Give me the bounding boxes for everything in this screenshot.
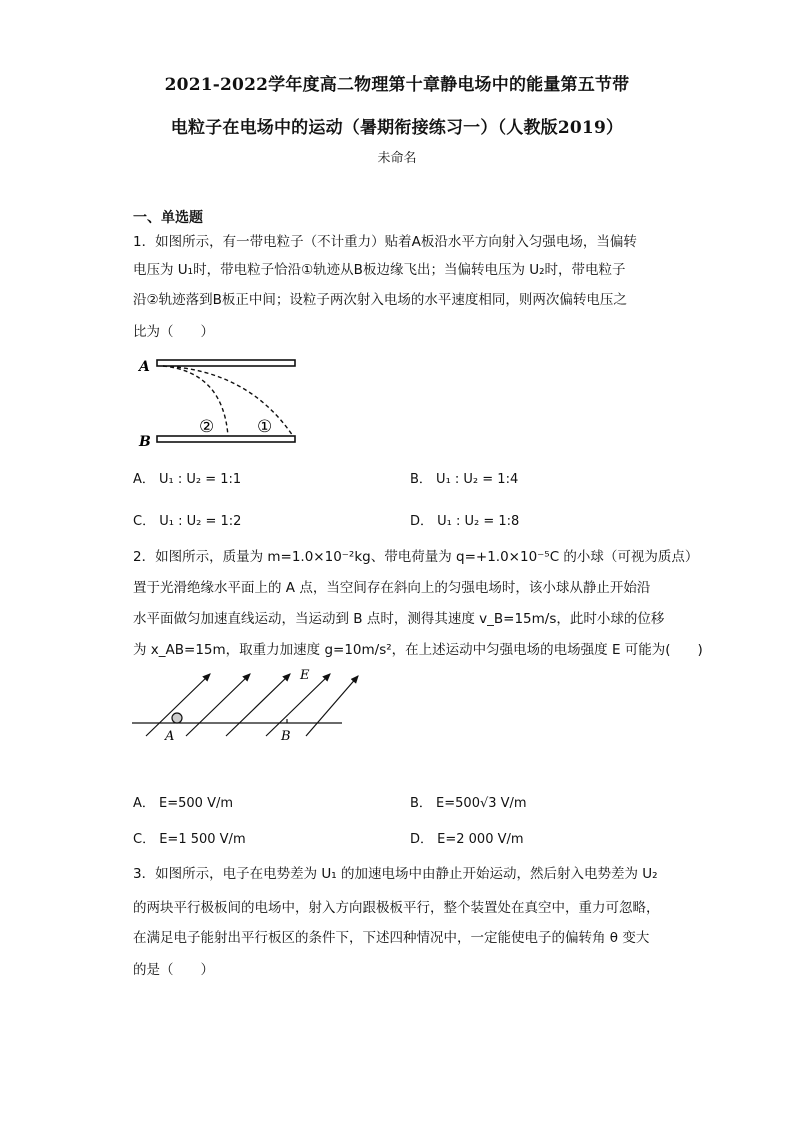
field-line-1 — [146, 674, 210, 736]
q2-line-4: 为 x_AB=15m，取重力加速度 g=10m/s²，在上述运动中匀强电场的电场强度 E 可能为( ) — [133, 642, 703, 658]
label-b: B — [281, 729, 291, 744]
q1-option-a[interactable]: A． U₁ : U₂ = 1:1 — [133, 472, 242, 487]
q2-option-d[interactable]: D． E=2 000 V/m — [410, 832, 524, 847]
q2-line-1: 2．如图所示，质量为 m=1.0×10⁻²kg、带电荷量为 q=+1.0×10⁻⁵C 的小球（可视为质点） — [133, 549, 699, 565]
q3-line-3: 在满足电子能射出平行板区的条件下，下述四种情况中，一定能使电子的偏转角 θ 变大 — [133, 930, 650, 946]
field-line-4 — [266, 674, 330, 736]
label-a: A — [139, 359, 150, 375]
section-heading: 一、单选题 — [133, 210, 203, 226]
document-title-line-1: 2021-2022学年度高二物理第十章静电场中的能量第五节带 — [164, 75, 630, 95]
document-title-line-2: 电粒子在电场中的运动（暑期衔接练习一）（人教版2019） — [170, 118, 624, 138]
q1-line-4: 比为（ ） — [133, 324, 214, 340]
document-subtitle: 未命名 — [377, 151, 417, 166]
label-path-1: ① — [257, 417, 273, 437]
field-line-5 — [306, 676, 358, 736]
q2-option-a[interactable]: A． E=500 V/m — [133, 796, 234, 811]
q2-figure — [130, 664, 360, 744]
label-a: A — [165, 729, 175, 744]
field-line-3 — [226, 674, 290, 736]
q2-option-b[interactable]: B． E=500√3 V/m — [410, 796, 527, 811]
q1-line-3: 沿②轨迹落到B板正中间；设粒子两次射入电场的水平速度相同，则两次偏转电压之 — [133, 292, 627, 308]
plate-a — [157, 360, 295, 366]
q1-option-c[interactable]: C． U₁ : U₂ = 1:2 — [133, 514, 242, 529]
q1-line-2: 电压为 U₁时，带电粒子恰沿①轨迹从B板边缘飞出；当偏转电压为 U₂时，带电粒子 — [133, 262, 626, 278]
label-b: B — [139, 434, 151, 450]
q3-line-1: 3．如图所示，电子在电势差为 U₁ 的加速电场中由静止开始运动，然后射入电势差为 U₂ — [133, 866, 658, 882]
ball — [172, 713, 182, 723]
q2-option-c[interactable]: C． E=1 500 V/m — [133, 832, 246, 847]
q1-option-d[interactable]: D． U₁ : U₂ = 1:8 — [410, 514, 520, 529]
field-line-2 — [186, 674, 250, 736]
trajectory-1 — [163, 366, 293, 436]
label-path-2: ② — [199, 417, 215, 437]
q3-line-2: 的两块平行极板间的电场中，射入方向跟极板平行，整个装置处在真空中，重力可忽略， — [133, 900, 660, 916]
q1-line-1: 1．如图所示，有一带电粒子（不计重力）贴着A板沿水平方向射入匀强电场，当偏转 — [133, 234, 637, 250]
q1-option-b[interactable]: B． U₁ : U₂ = 1:4 — [410, 472, 519, 487]
q3-line-4: 的是（ ） — [133, 962, 214, 978]
q2-line-2: 置于光滑绝缘水平面上的 A 点，当空间存在斜向上的匀强电场时，该小球从静止开始沿 — [133, 580, 651, 596]
q2-line-3: 水平面做匀加速直线运动，当运动到 B 点时，测得其速度 v_B=15m/s，此时小球的位移 — [133, 611, 665, 627]
label-e: E — [300, 668, 310, 683]
plate-b — [157, 436, 295, 442]
q1-figure — [133, 352, 303, 452]
